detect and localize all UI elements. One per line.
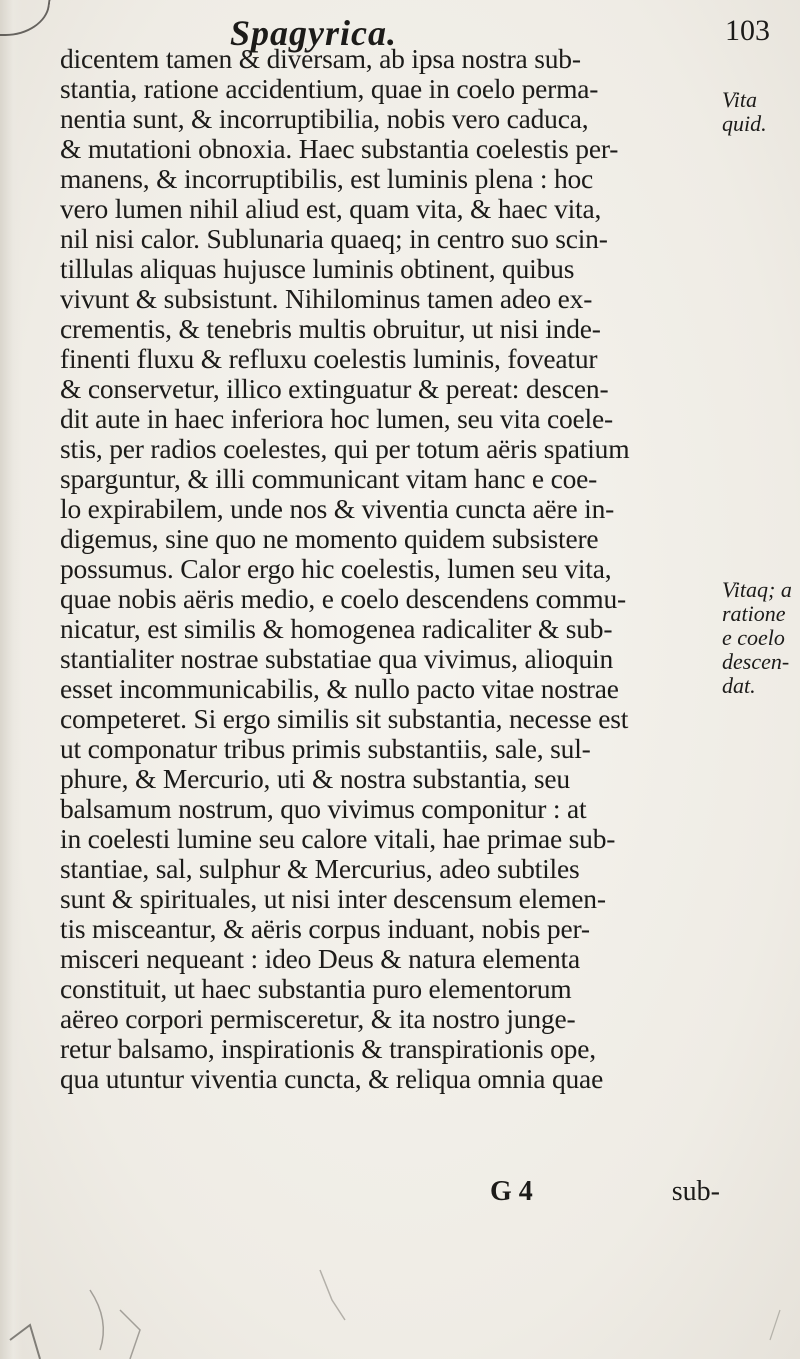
margin-note-line: descen-: [722, 649, 790, 674]
text-line: possumus. Calor ergo hic coelestis, lumen seu vita,: [60, 553, 612, 584]
text-line: tillulas aliquas hujusce luminis obtinent, quibus: [60, 253, 575, 284]
catchword: sub-: [671, 1176, 720, 1207]
text-line: finenti fluxu & refluxu coelestis luminis, foveatur: [60, 343, 598, 374]
text-line: quae nobis aëris medio, e coelo descendens commu-: [60, 583, 626, 614]
text-line: lo expirabilem, unde nos & viventia cuncta aëre in-: [60, 493, 615, 524]
text-line: sunt & spirituales, ut nisi inter descensum elemen-: [60, 883, 606, 914]
margin-note-line: Vita: [722, 87, 758, 112]
margin-note-line: Vitaq; a: [722, 577, 792, 602]
text-line: ut componatur tribus primis substantiis, sale, sul-: [60, 733, 591, 764]
text-line: crementis, & tenebris multis obruitur, ut nisi inde-: [60, 313, 601, 344]
margin-note-line: ratione: [722, 601, 786, 626]
text-line: nil nisi calor. Sublunaria quaeq; in centro suo scin-: [60, 223, 608, 254]
text-line: qua utuntur viventia cuncta, & reliqua omnia quae: [60, 1063, 604, 1094]
text-line: vivunt & subsistunt. Nihilominus tamen adeo ex-: [60, 283, 593, 314]
page-footer: [60, 1176, 720, 1206]
text-line: & conservetur, illico extinguatur & pereat: descen-: [60, 373, 609, 404]
text-line: sparguntur, & illi communicant vitam hanc e coe-: [60, 463, 598, 494]
text-line: stis, per radios coelestes, qui per totum aëris spatium: [60, 433, 630, 464]
page-gutter-shadow: [0, 0, 22, 1359]
text-line: digemus, sine quo ne momento quidem subsistere: [60, 523, 599, 554]
text-line: stantiae, sal, sulphur & Mercurius, adeo subtiles: [60, 853, 580, 884]
text-line: competeret. Si ergo similis sit substantia, necesse est: [60, 703, 629, 734]
page-number: 103: [725, 14, 770, 47]
text-line: esset incommunicabilis, & nullo pacto vitae nostrae: [60, 673, 619, 704]
text-line: stantia, ratione accidentium, quae in coelo perma-: [60, 73, 599, 104]
text-line: aëreo corpori permisceretur, & ita nostro junge-: [60, 1003, 576, 1034]
text-line: misceri nequeant : ideo Deus & natura elementa: [60, 943, 580, 974]
text-line: & mutationi obnoxia. Haec substantia coelestis per-: [60, 133, 619, 164]
text-line: nicatur, est similis & homogenea radicaliter & sub-: [60, 613, 613, 644]
margin-note-line: e coelo: [722, 625, 785, 650]
margin-note-vita-descendat: [722, 578, 800, 698]
text-line: manens, & incorruptibilis, est luminis plena : hoc: [60, 163, 594, 194]
text-line: retur balsamo, inspirationis & transpirationis ope,: [60, 1033, 596, 1064]
text-line: phure, & Mercurio, uti & nostra substantia, seu: [60, 763, 570, 794]
text-line: stantialiter nostrae substatiae qua vivimus, alioquin: [60, 643, 614, 674]
text-line: dicentem tamen & diversam, ab ipsa nostra sub-: [60, 43, 581, 74]
text-line: balsamum nostrum, quo vivimus componitur : at: [60, 793, 587, 824]
text-line: constituit, ut haec substantia puro elementorum: [60, 973, 572, 1004]
running-head: Spagyrica.: [230, 13, 397, 53]
signature-mark: G 4: [490, 1176, 533, 1207]
margin-note-vita-quid: [722, 88, 800, 136]
text-line: dit aute in haec inferiora hoc lumen, seu vita coele-: [60, 403, 613, 434]
text-line: in coelesti lumine seu calore vitali, hae primae sub-: [60, 823, 616, 854]
text-line: tis misceantur, & aëris corpus induant, nobis per-: [60, 913, 590, 944]
margin-note-line: quid.: [722, 111, 767, 136]
torn-corner: [0, 0, 51, 36]
body-text: [60, 44, 720, 1094]
paper-damage-marks: [0, 1230, 800, 1359]
text-line: vero lumen nihil aliud est, quam vita, & haec vita,: [60, 193, 602, 224]
text-line: nentia sunt, & incorruptibilia, nobis vero caduca,: [60, 103, 589, 134]
margin-note-line: dat.: [722, 673, 756, 698]
